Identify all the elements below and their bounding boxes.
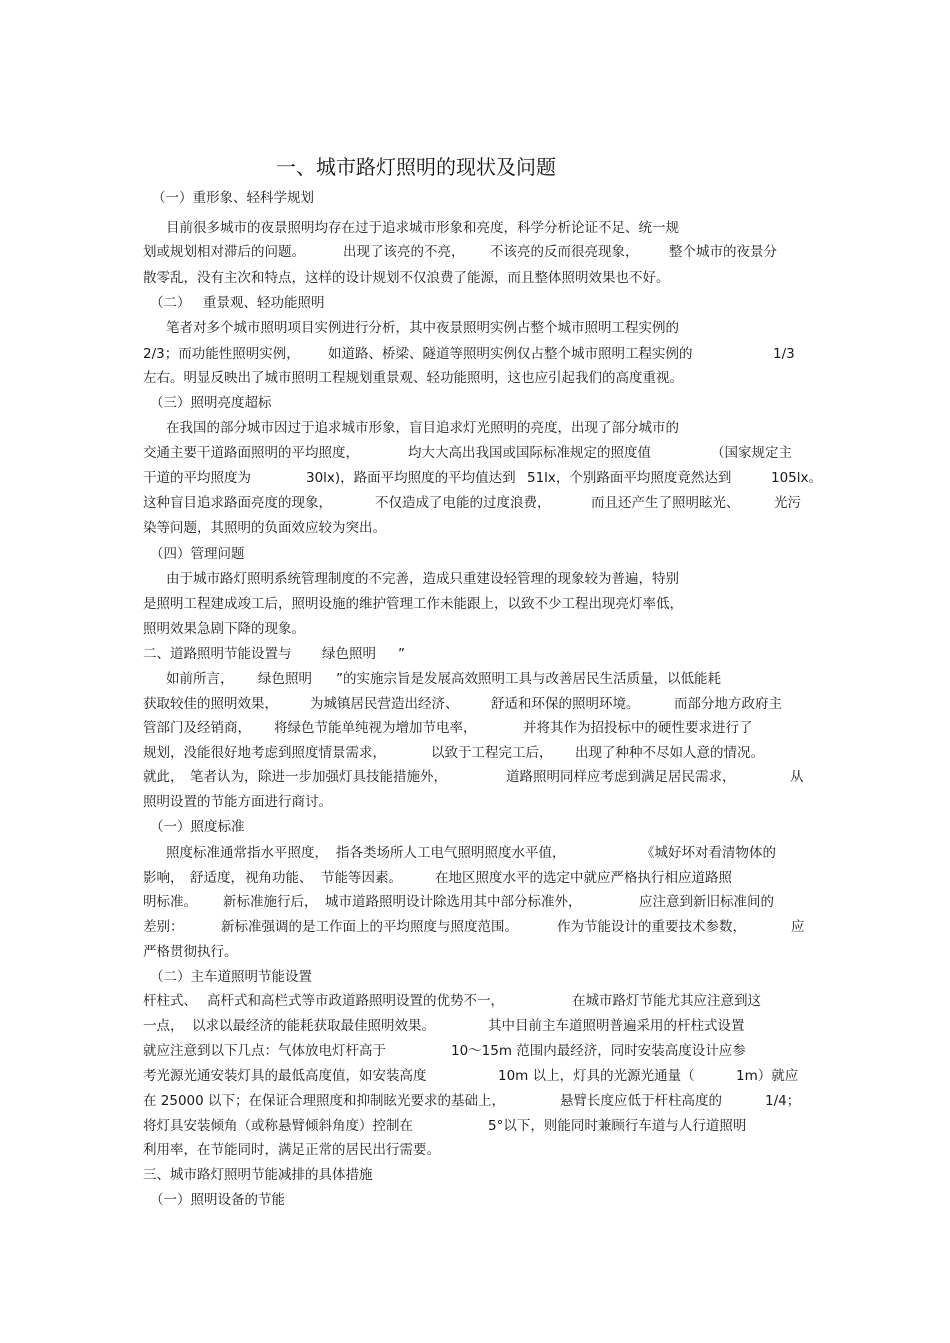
text-segment: 三、城市路灯照明节能减排的具体措施 [143,1167,373,1183]
text-segment: 交通主要干道路面照明的平均照度， [143,445,359,461]
text-segment: 高杆式和高栏式等市政道路照明设置的优势不一， [207,993,504,1009]
text-line [0,1064,950,1088]
text-line [0,890,950,914]
text-segment: 应注意到新旧标准间的 [639,894,774,910]
text-segment: 而部分地方政府主 [674,696,782,712]
text-segment: 10m 以上，灯具的光源光通量（ [498,1068,695,1084]
text-segment: 舒适度， [190,870,244,886]
text-segment: 从 [790,769,804,785]
text-segment: 杆柱式、 [143,993,197,1009]
text-segment: 绿色照明 [258,671,312,687]
text-segment: 1/4； [765,1093,801,1109]
text-line [0,186,950,210]
text-segment: 明标准。 [143,894,197,910]
text-segment: 影响， [143,870,184,886]
text-segment: 105lx。 [771,470,823,486]
text-segment: 规划，没能很好地考虑到照度情景需求， [143,745,386,761]
text-segment: 不该亮的反而很亮现象， [490,244,639,260]
text-line [0,216,950,240]
text-segment: 2/3；而功能性照明实例， [143,346,300,362]
text-segment: 指各类场所人工电气照明照度水平值， [336,845,566,861]
text-segment: 如前所言， [166,671,234,687]
text-segment: 道路照明同样应考虑到满足居民需求， [506,769,736,785]
text-segment: 左右。明显反映出了城市照明工程规划重景观、轻功能照明，这也应引起我们的高度重视。 [143,370,683,386]
text-line [0,642,950,666]
text-segment: 节能等因素。 [321,870,402,886]
text-segment: 如道路、桥梁、隧道等照明实例仅占整个城市照明工程实例的 [328,346,693,362]
text-segment: 二、道路照明节能设置与 [143,646,292,662]
text-line [0,542,950,566]
text-segment: 视角功能、 [245,870,313,886]
text-segment: 目前很多城市的夜景照明均存在过于追求城市形象和亮度，科学分析论证不足、统一规 [166,220,679,236]
text-segment: 重景观、轻功能照明 [203,295,325,311]
text-segment: ”的实施宗旨是发展高效照明工具与改善居民生活质量，以低能耗 [336,671,721,687]
text-line [0,391,950,415]
text-line [0,567,950,591]
text-segment: ” [398,646,405,662]
text-segment: （四）管理问题 [150,546,245,562]
text-segment: 均大大高出我国或国际标准规定的照度值 [408,445,651,461]
text-segment: 划或规划相对滞后的问题。 [143,244,305,260]
text-segment: 出现了该亮的不亮， [343,244,465,260]
text-line [0,692,950,716]
text-segment: 51lx，个别路面平均照度竟然达到 [527,470,732,486]
text-segment: 新标准施行后， [223,894,318,910]
text-segment: 应 [791,919,805,935]
text-segment: 是照明工程建成竣工后，照明设施的维护管理工作未能跟上，以致不少工程出现亮灯率低， [143,596,683,612]
text-segment: 由于城市路灯照明系统管理制度的不完善，造成只重建设轻管理的现象较为普遍，特别 [166,571,679,587]
text-line [0,240,950,264]
text-segment: 1/3 [773,346,795,362]
text-line [0,965,950,989]
text-line [0,989,950,1013]
text-segment: 染等问题，其照明的负面效应较为突出。 [143,520,386,536]
text-line [0,291,950,315]
text-segment: 5°以下，则能同时兼顾行车道与人行道照明 [488,1118,747,1134]
text-segment: 在 25000 以下；在保证合理照度和抑制眩光要求的基础上， [143,1093,506,1109]
text-segment: 利用率，在节能同时，满足正常的居民出行需要。 [143,1142,440,1158]
text-segment: 管部门及经销商， [143,720,251,736]
text-segment: 悬臂长度应低于杆柱高度的 [560,1093,722,1109]
text-line [0,342,950,366]
text-line [0,1138,950,1162]
text-segment: 其中目前主车道照明普遍采用的杆柱式设置 [488,1018,745,1034]
text-segment: （二）主车道照明节能设置 [150,969,312,985]
text-segment: 就此， [143,769,184,785]
text-segment: 出现了种种不尽如人意的情况。 [575,745,764,761]
text-line [0,1089,950,1113]
text-segment: 光污 [774,495,801,511]
text-segment: 《城好坏对看清物体的 [641,845,776,861]
text-line [0,765,950,789]
text-line [0,266,950,290]
text-segment: 不仅造成了电能的过度浪费， [375,495,551,511]
text-line [0,441,950,465]
text-segment: 为城镇居民营造出经济、 [310,696,459,712]
text-segment: 并将其作为招投标中的硬性要求进行了 [523,720,753,736]
text-segment: 照明效果急剧下降的现象。 [143,621,305,637]
text-segment: 30lx)，路面平均照度的平均值达到 [306,470,516,486]
text-line [0,516,950,540]
text-segment: 散零乱，没有主次和特点，这样的设计规划不仅浪费了能源，而且整体照明效果也不好。 [143,270,670,286]
text-line [0,667,950,691]
text-line [0,466,950,490]
text-segment: 一点， [143,1018,184,1034]
text-line [0,790,950,814]
text-segment: 新标准强调的是工作面上的平均照度与照度范围。 [221,919,518,935]
text-segment: 在城市路灯节能尤其应注意到这 [572,993,761,1009]
text-segment: 考光源光通安装灯具的最低高度值，如安装高度 [143,1068,427,1084]
text-segment: 笔者认为， [190,769,258,785]
text-line [0,491,950,515]
text-line [0,815,950,839]
text-segment: 舒适和环保的照明环境。 [491,696,640,712]
text-segment: （二） [150,295,191,311]
text-segment: 在我国的部分城市因过于追求城市形象，盲目追求灯光照明的亮度，出现了部分城市的 [166,420,679,436]
text-segment: 照明设置的节能方面进行商讨。 [143,794,332,810]
text-segment: 绿色照明 [322,646,376,662]
text-segment: 干道的平均照度为 [143,470,251,486]
text-segment: 将绿色节能单纯视为增加节电率， [274,720,477,736]
text-line [0,366,950,390]
page-title: 一、城市路灯照明的现状及问题 [276,155,556,179]
text-segment: 以求以最经济的能耗获取最佳照明效果。 [192,1018,435,1034]
text-segment: 差别： [143,919,184,935]
text-segment: 整个城市的夜景分 [669,244,777,260]
text-segment: 1m）就应 [736,1068,799,1084]
text-line [0,841,950,865]
text-line [0,940,950,964]
text-line [0,592,950,616]
text-segment: （一）重形象、轻科学规划 [152,190,314,206]
text-segment: （一）照明设备的节能 [150,1192,285,1208]
text-segment: 就应注意到以下几点：气体放电灯杆高于 [143,1043,386,1059]
text-segment: 将灯具安装倾角（或称悬臂倾斜角度）控制在 [143,1118,413,1134]
text-segment: 照度标准通常指水平照度， [166,845,328,861]
text-line [0,741,950,765]
text-segment: 城市道路照明设计除选用其中部分标准外， [325,894,582,910]
text-segment: 这种盲目追求路面亮度的现象， [143,495,332,511]
text-segment: 笔者对多个城市照明项目实例进行分析，其中夜景照明实例占整个城市照明工程实例的 [166,320,679,336]
text-segment: 而且还产生了照明眩光、 [591,495,740,511]
text-segment: （三）照明亮度超标 [150,395,272,411]
text-line [0,716,950,740]
text-line [0,316,950,340]
text-line [0,1114,950,1138]
text-line [0,915,950,939]
text-line [0,1188,950,1212]
text-segment: 获取较佳的照明效果， [143,696,278,712]
text-segment: 10～15m 范围内最经济，同时安装高度设计应参 [451,1043,746,1059]
text-line [0,617,950,641]
text-segment: 严格贯彻执行。 [143,944,238,960]
text-line [0,1014,950,1038]
text-segment: 在地区照度水平的选定中就应严格执行相应道路照 [435,870,732,886]
text-line [0,1039,950,1063]
text-line [0,1163,950,1187]
text-segment: 除进一步加强灯具技能措施外， [258,769,447,785]
text-segment: （一）照度标准 [150,819,245,835]
text-segment: （国家规定主 [711,445,792,461]
text-segment: 以致于工程完工后， [431,745,553,761]
text-line [0,416,950,440]
text-segment: 作为节能设计的重要技术参数， [557,919,746,935]
text-line [0,866,950,890]
